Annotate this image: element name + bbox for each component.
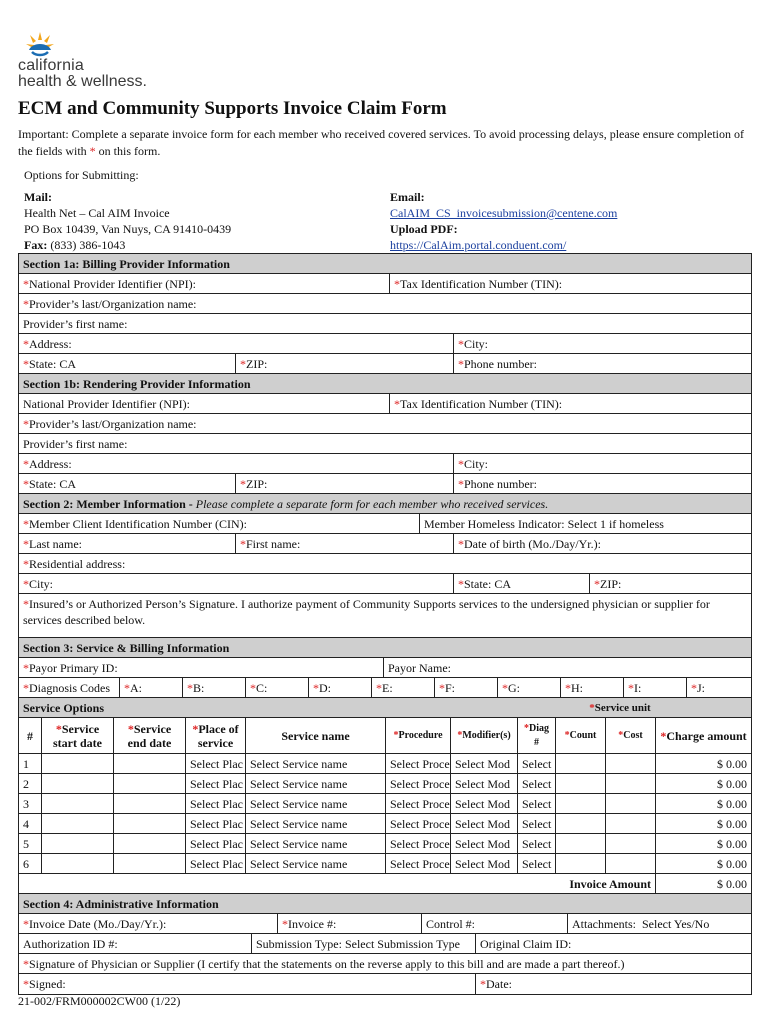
service-end-date-input[interactable] bbox=[113, 854, 185, 873]
charge-amount: $ 0.00 bbox=[655, 834, 751, 853]
s2-row-residential bbox=[19, 554, 751, 574]
procedure-select[interactable]: Select Proce bbox=[385, 814, 450, 833]
diag-select[interactable]: Select bbox=[517, 834, 555, 853]
diag-select[interactable]: Select bbox=[517, 774, 555, 793]
service-row: 6 Select Plac Select Service name Select Proce Select Mod Select $ 0.00 bbox=[19, 854, 751, 874]
s1a-address-field[interactable]: *Address: bbox=[23, 337, 72, 351]
section-3-header: Section 3: Service & Billing Information bbox=[19, 638, 751, 658]
modifier-select[interactable]: Select Mod bbox=[450, 794, 517, 813]
modifier-select[interactable]: Select Mod bbox=[450, 834, 517, 853]
email-block: Email: CalAIM_CS_invoicesubmission@centene.com Upload PDF: https://CalAim.portal.conduent.com/ bbox=[390, 190, 618, 252]
procedure-select[interactable]: Select Proce bbox=[385, 854, 450, 873]
s2-row-name bbox=[19, 534, 751, 554]
diag-select[interactable]: Select bbox=[517, 754, 555, 773]
service-name-select[interactable]: Select Service name bbox=[245, 774, 385, 793]
charge-amount: $ 0.00 bbox=[655, 854, 751, 873]
s3-diag-a[interactable]: *A: bbox=[119, 678, 182, 697]
s1b-row-state bbox=[19, 474, 751, 494]
s1a-npi-field[interactable]: *National Provider Identifier (NPI): bbox=[23, 277, 196, 291]
procedure-select[interactable]: Select Proce bbox=[385, 794, 450, 813]
place-of-service-select[interactable]: Select Plac bbox=[185, 814, 245, 833]
count-input[interactable] bbox=[555, 794, 605, 813]
service-row: 2 Select Plac Select Service name Select Proce Select Mod Select $ 0.00 bbox=[19, 774, 751, 794]
service-start-date-input[interactable] bbox=[41, 834, 113, 853]
place-of-service-select[interactable]: Select Plac bbox=[185, 754, 245, 773]
s4-original-claim-field[interactable]: Original Claim ID: bbox=[475, 934, 751, 953]
section-4-header: Section 4: Administrative Information bbox=[19, 894, 751, 914]
s2-city-field[interactable]: *City: bbox=[23, 577, 54, 591]
s3-diag-j[interactable]: *J: bbox=[686, 678, 751, 697]
s2-row-cin bbox=[19, 514, 751, 534]
diag-select[interactable]: Select bbox=[517, 794, 555, 813]
cost-input[interactable] bbox=[605, 754, 655, 773]
service-name-select[interactable]: Select Service name bbox=[245, 794, 385, 813]
s2-homeless-select[interactable]: Member Homeless Indicator: Select 1 if homeless bbox=[419, 514, 751, 533]
s4-control-number-field[interactable]: Control #: bbox=[421, 914, 567, 933]
s2-residential-field[interactable]: *Residential address: bbox=[23, 557, 126, 571]
s1b-row-address bbox=[19, 454, 751, 474]
place-of-service-select[interactable]: Select Plac bbox=[185, 834, 245, 853]
logo-line1: california bbox=[18, 57, 85, 74]
modifier-select[interactable]: Select Mod bbox=[450, 774, 517, 793]
invoice-amount-row bbox=[19, 874, 751, 894]
s3-diag-h[interactable]: *H: bbox=[560, 678, 623, 697]
cost-input[interactable] bbox=[605, 854, 655, 873]
count-input[interactable] bbox=[555, 814, 605, 833]
s1a-row-npi bbox=[19, 274, 751, 294]
s1b-zip-field[interactable]: *ZIP: bbox=[235, 474, 453, 493]
section-2-header: Section 2: Member Information - Please complete a separate form for each member who received services. bbox=[19, 494, 751, 514]
service-table-header: # *Service start date *Service end date *Place of service Service name *Procedure *Modifier(s) *Diag # *Count *Cost *Charge amount bbox=[19, 718, 751, 754]
form-footer-code: 21-002/FRM000002CW00 (1/22) bbox=[18, 994, 181, 1008]
s4-row-signature bbox=[19, 954, 751, 974]
s4-row-auth bbox=[19, 934, 751, 954]
s3-row-payor bbox=[19, 658, 751, 678]
s1a-phone-field[interactable]: *Phone number: bbox=[453, 354, 751, 373]
service-end-date-input[interactable] bbox=[113, 774, 185, 793]
service-start-date-input[interactable] bbox=[41, 774, 113, 793]
s3-diag-i[interactable]: *I: bbox=[623, 678, 686, 697]
s1b-last-name-field[interactable]: *Provider’s last/Organization name: bbox=[23, 417, 197, 431]
service-end-date-input[interactable] bbox=[113, 794, 185, 813]
s3-diag-label: *Diagnosis Codes bbox=[23, 681, 110, 695]
cost-input[interactable] bbox=[605, 794, 655, 813]
service-row: 1 Select Plac Select Service name Select Proce Select Mod Select $ 0.00 bbox=[19, 754, 751, 774]
s1a-row-address bbox=[19, 334, 751, 354]
s2-dob-field[interactable]: *Date of birth (Mo./Day/Yr.): bbox=[453, 534, 751, 553]
s1a-city-field[interactable]: *City: bbox=[453, 334, 751, 353]
s2-first-name-field[interactable]: *First name: bbox=[235, 534, 453, 553]
email-link[interactable]: CalAIM_CS_invoicesubmission@centene.com bbox=[390, 206, 618, 220]
service-start-date-input[interactable] bbox=[41, 794, 113, 813]
logo bbox=[18, 28, 178, 94]
s1b-row-first bbox=[19, 434, 751, 454]
s4-invoice-date-field[interactable]: *Invoice Date (Mo./Day/Yr.): bbox=[23, 917, 167, 931]
s3-row-diagnosis bbox=[19, 678, 751, 698]
modifier-select[interactable]: Select Mod bbox=[450, 754, 517, 773]
s3-diag-g[interactable]: *G: bbox=[497, 678, 560, 697]
procedure-select[interactable]: Select Proce bbox=[385, 774, 450, 793]
charge-amount: $ 0.00 bbox=[655, 814, 751, 833]
procedure-select[interactable]: Select Proce bbox=[385, 754, 450, 773]
service-options-header: Service Options *Service unit bbox=[19, 698, 751, 718]
service-start-date-input[interactable] bbox=[41, 754, 113, 773]
s2-last-name-field[interactable]: *Last name: bbox=[23, 537, 82, 551]
service-row: 5 Select Plac Select Service name Select Proce Select Mod Select $ 0.00 bbox=[19, 834, 751, 854]
cost-input[interactable] bbox=[605, 834, 655, 853]
sun-logo-icon bbox=[22, 28, 58, 60]
s2-row-city bbox=[19, 574, 751, 594]
s3-payor-id-field[interactable]: *Payor Primary ID: bbox=[23, 661, 118, 675]
s1a-tin-field[interactable]: *Tax Identification Number (TIN): bbox=[389, 274, 751, 293]
s1a-last-name-field[interactable]: *Provider’s last/Organization name: bbox=[23, 297, 197, 311]
s1b-state-field[interactable]: *State: CA bbox=[23, 477, 76, 491]
invoice-form bbox=[18, 253, 752, 995]
s1a-row-first bbox=[19, 314, 751, 334]
s3-diag-f[interactable]: *F: bbox=[434, 678, 497, 697]
count-input[interactable] bbox=[555, 774, 605, 793]
s1a-first-name-field[interactable]: Provider’s first name: bbox=[23, 317, 128, 331]
s3-payor-name-field[interactable]: Payor Name: bbox=[383, 658, 751, 677]
s3-diag-c[interactable]: *C: bbox=[245, 678, 308, 697]
section-1b-header: Section 1b: Rendering Provider Information bbox=[19, 374, 751, 394]
s1a-zip-field[interactable]: *ZIP: bbox=[235, 354, 453, 373]
s2-row-signature bbox=[19, 594, 751, 638]
s1b-row-npi bbox=[19, 394, 751, 414]
diag-select[interactable]: Select bbox=[517, 814, 555, 833]
s1b-phone-field[interactable]: *Phone number: bbox=[453, 474, 751, 493]
service-end-date-input[interactable] bbox=[113, 834, 185, 853]
invoice-amount-value: $ 0.00 bbox=[655, 874, 751, 893]
service-end-date-input[interactable] bbox=[113, 814, 185, 833]
cost-input[interactable] bbox=[605, 814, 655, 833]
s1b-row-last bbox=[19, 414, 751, 434]
count-input[interactable] bbox=[555, 754, 605, 773]
modifier-select[interactable]: Select Mod bbox=[450, 814, 517, 833]
s4-invoice-number-field[interactable]: *Invoice #: bbox=[277, 914, 421, 933]
s1b-tin-field[interactable]: *Tax Identification Number (TIN): bbox=[389, 394, 751, 413]
s1a-row-last bbox=[19, 294, 751, 314]
s4-attachments-select[interactable]: Attachments: Select Yes/No bbox=[567, 914, 751, 933]
place-of-service-select[interactable]: Select Plac bbox=[185, 794, 245, 813]
s4-row-signed bbox=[19, 974, 751, 994]
modifier-select[interactable]: Select Mod bbox=[450, 854, 517, 873]
page-title: ECM and Community Supports Invoice Claim Form bbox=[18, 98, 447, 119]
logo-line2: health & wellness. bbox=[18, 73, 147, 90]
s3-diag-d[interactable]: *D: bbox=[308, 678, 371, 697]
s1b-city-field[interactable]: *City: bbox=[453, 454, 751, 473]
service-name-select[interactable]: Select Service name bbox=[245, 854, 385, 873]
s1a-state-field[interactable]: *State: CA bbox=[23, 357, 76, 371]
s4-signature-statement: *Signature of Physician or Supplier (I certify that the statements on the reverse apply to this bill and are made a part thereof.) bbox=[23, 957, 625, 971]
service-row: 3 Select Plac Select Service name Select Proce Select Mod Select $ 0.00 bbox=[19, 794, 751, 814]
intro-text: Important: Complete a separate invoice form for each member who received covered services. To avoid processing delays, please ensure completion of the fields with * on this form. bbox=[18, 127, 744, 158]
place-of-service-select[interactable]: Select Plac bbox=[185, 854, 245, 873]
service-start-date-input[interactable] bbox=[41, 814, 113, 833]
cost-input[interactable] bbox=[605, 774, 655, 793]
diag-select[interactable]: Select bbox=[517, 854, 555, 873]
s2-signature-field[interactable]: *Insured’s or Authorized Person’s Signature. I authorize payment of Community Supports services to the undersigned physician or supplier for services described below. bbox=[23, 597, 710, 627]
s1b-first-name-field[interactable]: Provider’s first name: bbox=[23, 437, 128, 451]
s2-state-field[interactable]: *State: CA bbox=[453, 574, 589, 593]
service-start-date-input[interactable] bbox=[41, 854, 113, 873]
s2-zip-field[interactable]: *ZIP: bbox=[589, 574, 751, 593]
section-1a-header: Section 1a: Billing Provider Information bbox=[19, 254, 751, 274]
s1b-npi-field[interactable]: National Provider Identifier (NPI): bbox=[23, 397, 190, 411]
s1a-row-state bbox=[19, 354, 751, 374]
s4-auth-id-field[interactable]: Authorization ID #: bbox=[23, 937, 118, 951]
service-row: 4 Select Plac Select Service name Select Proce Select Mod Select $ 0.00 bbox=[19, 814, 751, 834]
s4-row-invoice bbox=[19, 914, 751, 934]
charge-amount: $ 0.00 bbox=[655, 754, 751, 773]
s4-submission-type-select[interactable]: Submission Type: Select Submission Type bbox=[251, 934, 475, 953]
s3-diag-e[interactable]: *E: bbox=[371, 678, 434, 697]
charge-amount: $ 0.00 bbox=[655, 774, 751, 793]
count-input[interactable] bbox=[555, 854, 605, 873]
s4-signed-field[interactable]: *Signed: bbox=[23, 977, 66, 991]
charge-amount: $ 0.00 bbox=[655, 794, 751, 813]
s1b-address-field[interactable]: *Address: bbox=[23, 457, 72, 471]
service-name-select[interactable]: Select Service name bbox=[245, 814, 385, 833]
s4-date-field[interactable]: *Date: bbox=[475, 974, 751, 994]
s2-cin-field[interactable]: *Member Client Identification Number (CIN): bbox=[23, 517, 247, 531]
invoice-amount-label: Invoice Amount bbox=[569, 877, 651, 891]
count-input[interactable] bbox=[555, 834, 605, 853]
upload-link[interactable]: https://CalAim.portal.conduent.com/ bbox=[390, 238, 567, 252]
service-end-date-input[interactable] bbox=[113, 754, 185, 773]
procedure-select[interactable]: Select Proce bbox=[385, 834, 450, 853]
service-name-select[interactable]: Select Service name bbox=[245, 754, 385, 773]
mail-block: Mail: Health Net – Cal AIM Invoice PO Box 10439, Van Nuys, CA 91410-0439 Fax: (833) 386-1043 bbox=[24, 190, 232, 252]
s3-diag-b[interactable]: *B: bbox=[182, 678, 245, 697]
place-of-service-select[interactable]: Select Plac bbox=[185, 774, 245, 793]
service-name-select[interactable]: Select Service name bbox=[245, 834, 385, 853]
options-label: Options for Submitting: bbox=[24, 168, 139, 182]
